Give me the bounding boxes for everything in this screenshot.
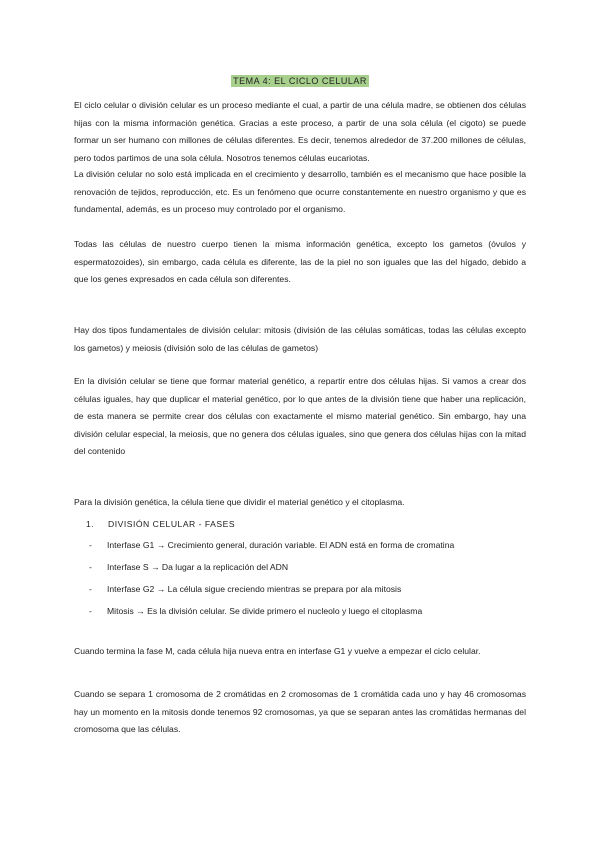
list-item bbox=[89, 559, 526, 576]
section-number: 1. bbox=[86, 519, 95, 529]
document-title-text: TEMA 4: EL CICLO CELULAR bbox=[233, 76, 367, 86]
paragraph-text: En la división celular se tiene que formar material genético, a repartir entre dos células hijas. Si vamos a crear dos células iguales, hay que duplicar el material genético, por lo que antes de la división tiene que haber una replicación, de esta manera se permite crear dos células con exactamente el mismo material genético. Sin embargo, hay una división celular especial, la meiosis, que no genera dos células iguales, sino que genera dos células hijas con la mitad del contenido bbox=[74, 376, 526, 456]
list-item bbox=[89, 603, 526, 620]
list-item-text: Interfase G1 → Crecimiento general, duración variable. El ADN está en forma de cromatina bbox=[107, 540, 455, 550]
paragraph-text: Cuando se separa 1 cromosoma de 2 cromátidas en 2 cromosomas de 1 cromátida cada uno y hay 46 cromosomas hay un momento en la mitosis donde tenemos 92 cromosomas, ya que se separan antes las cromátidas hermanas del cromosoma que las células. bbox=[74, 689, 526, 734]
paragraph-text: Hay dos tipos fundamentales de división celular: mitosis (división de las células somáticas, todas las células excepto los gametos) y meiosis (división solo de las células de gametos) bbox=[74, 325, 526, 353]
list-item-text: Mitosis → Es la división celular. Se divide primero el nucleolo y luego el citoplasma bbox=[107, 606, 423, 616]
list-item-text: Interfase G2 → La célula sigue creciendo mientras se prepara por ala mitosis bbox=[107, 584, 402, 594]
paragraph-intro bbox=[74, 97, 526, 167]
list-dash: - bbox=[89, 562, 92, 572]
paragraph-text: Cuando termina la fase M, cada célula hija nueva entra en interfase G1 y vuelve a empezar el ciclo celular. bbox=[74, 646, 481, 656]
paragraph-cytoplasm bbox=[74, 494, 526, 512]
paragraph-text: Todas las células de nuestro cuerpo tienen la misma información genética, excepto los gametos (óvulos y espermatozoides), sin embargo, cada célula es diferente, las de la piel no son iguales que las del hígado, debido a que los genes expresados en cada célula son diferentes. bbox=[74, 239, 526, 284]
paragraph-genetic-material bbox=[74, 373, 526, 461]
section-title: DIVISIÓN CELULAR - FASES bbox=[108, 519, 236, 529]
list-dash: - bbox=[89, 606, 92, 616]
list-dash: - bbox=[89, 584, 92, 594]
paragraph-text: La división celular no solo está implicada en el crecimiento y desarrollo, también es el mecanismo que hace posible la renovación de tejidos, reproducción, etc. Es un fenómeno que ocurre constantemente en nuestro organismo y que es fundamental, además, es un proceso muy controlado por el organismo. bbox=[74, 169, 526, 214]
section-heading bbox=[86, 519, 235, 529]
document-title bbox=[0, 71, 600, 89]
paragraph-cell-division-role bbox=[74, 166, 526, 219]
list-item-text: Interfase S → Da lugar a la replicación del ADN bbox=[107, 562, 289, 572]
list-item bbox=[89, 581, 526, 598]
paragraph-text: Para la división genética, la célula tiene que dividir el material genético y el citoplasma. bbox=[74, 497, 405, 507]
paragraph-chromosomes bbox=[74, 686, 526, 739]
list-item bbox=[89, 537, 526, 554]
list-dash: - bbox=[89, 540, 92, 550]
phases-list bbox=[89, 537, 526, 625]
paragraph-division-types bbox=[74, 322, 526, 357]
paragraph-genetic-information bbox=[74, 236, 526, 289]
paragraph-phase-m bbox=[74, 643, 526, 661]
paragraph-text: El ciclo celular o división celular es un proceso mediante el cual, a partir de una célula madre, se obtienen dos células hijas con la misma información genética. Gracias a este proceso, a partir de una sola célula (el cigoto) se puede formar un ser humano con millones de células diferentes. Es decir, tenemos alrededor de 37.200 millones de células, pero todos partimos de una sola célula. Nosotros tenemos células eucariotas. bbox=[74, 100, 526, 163]
